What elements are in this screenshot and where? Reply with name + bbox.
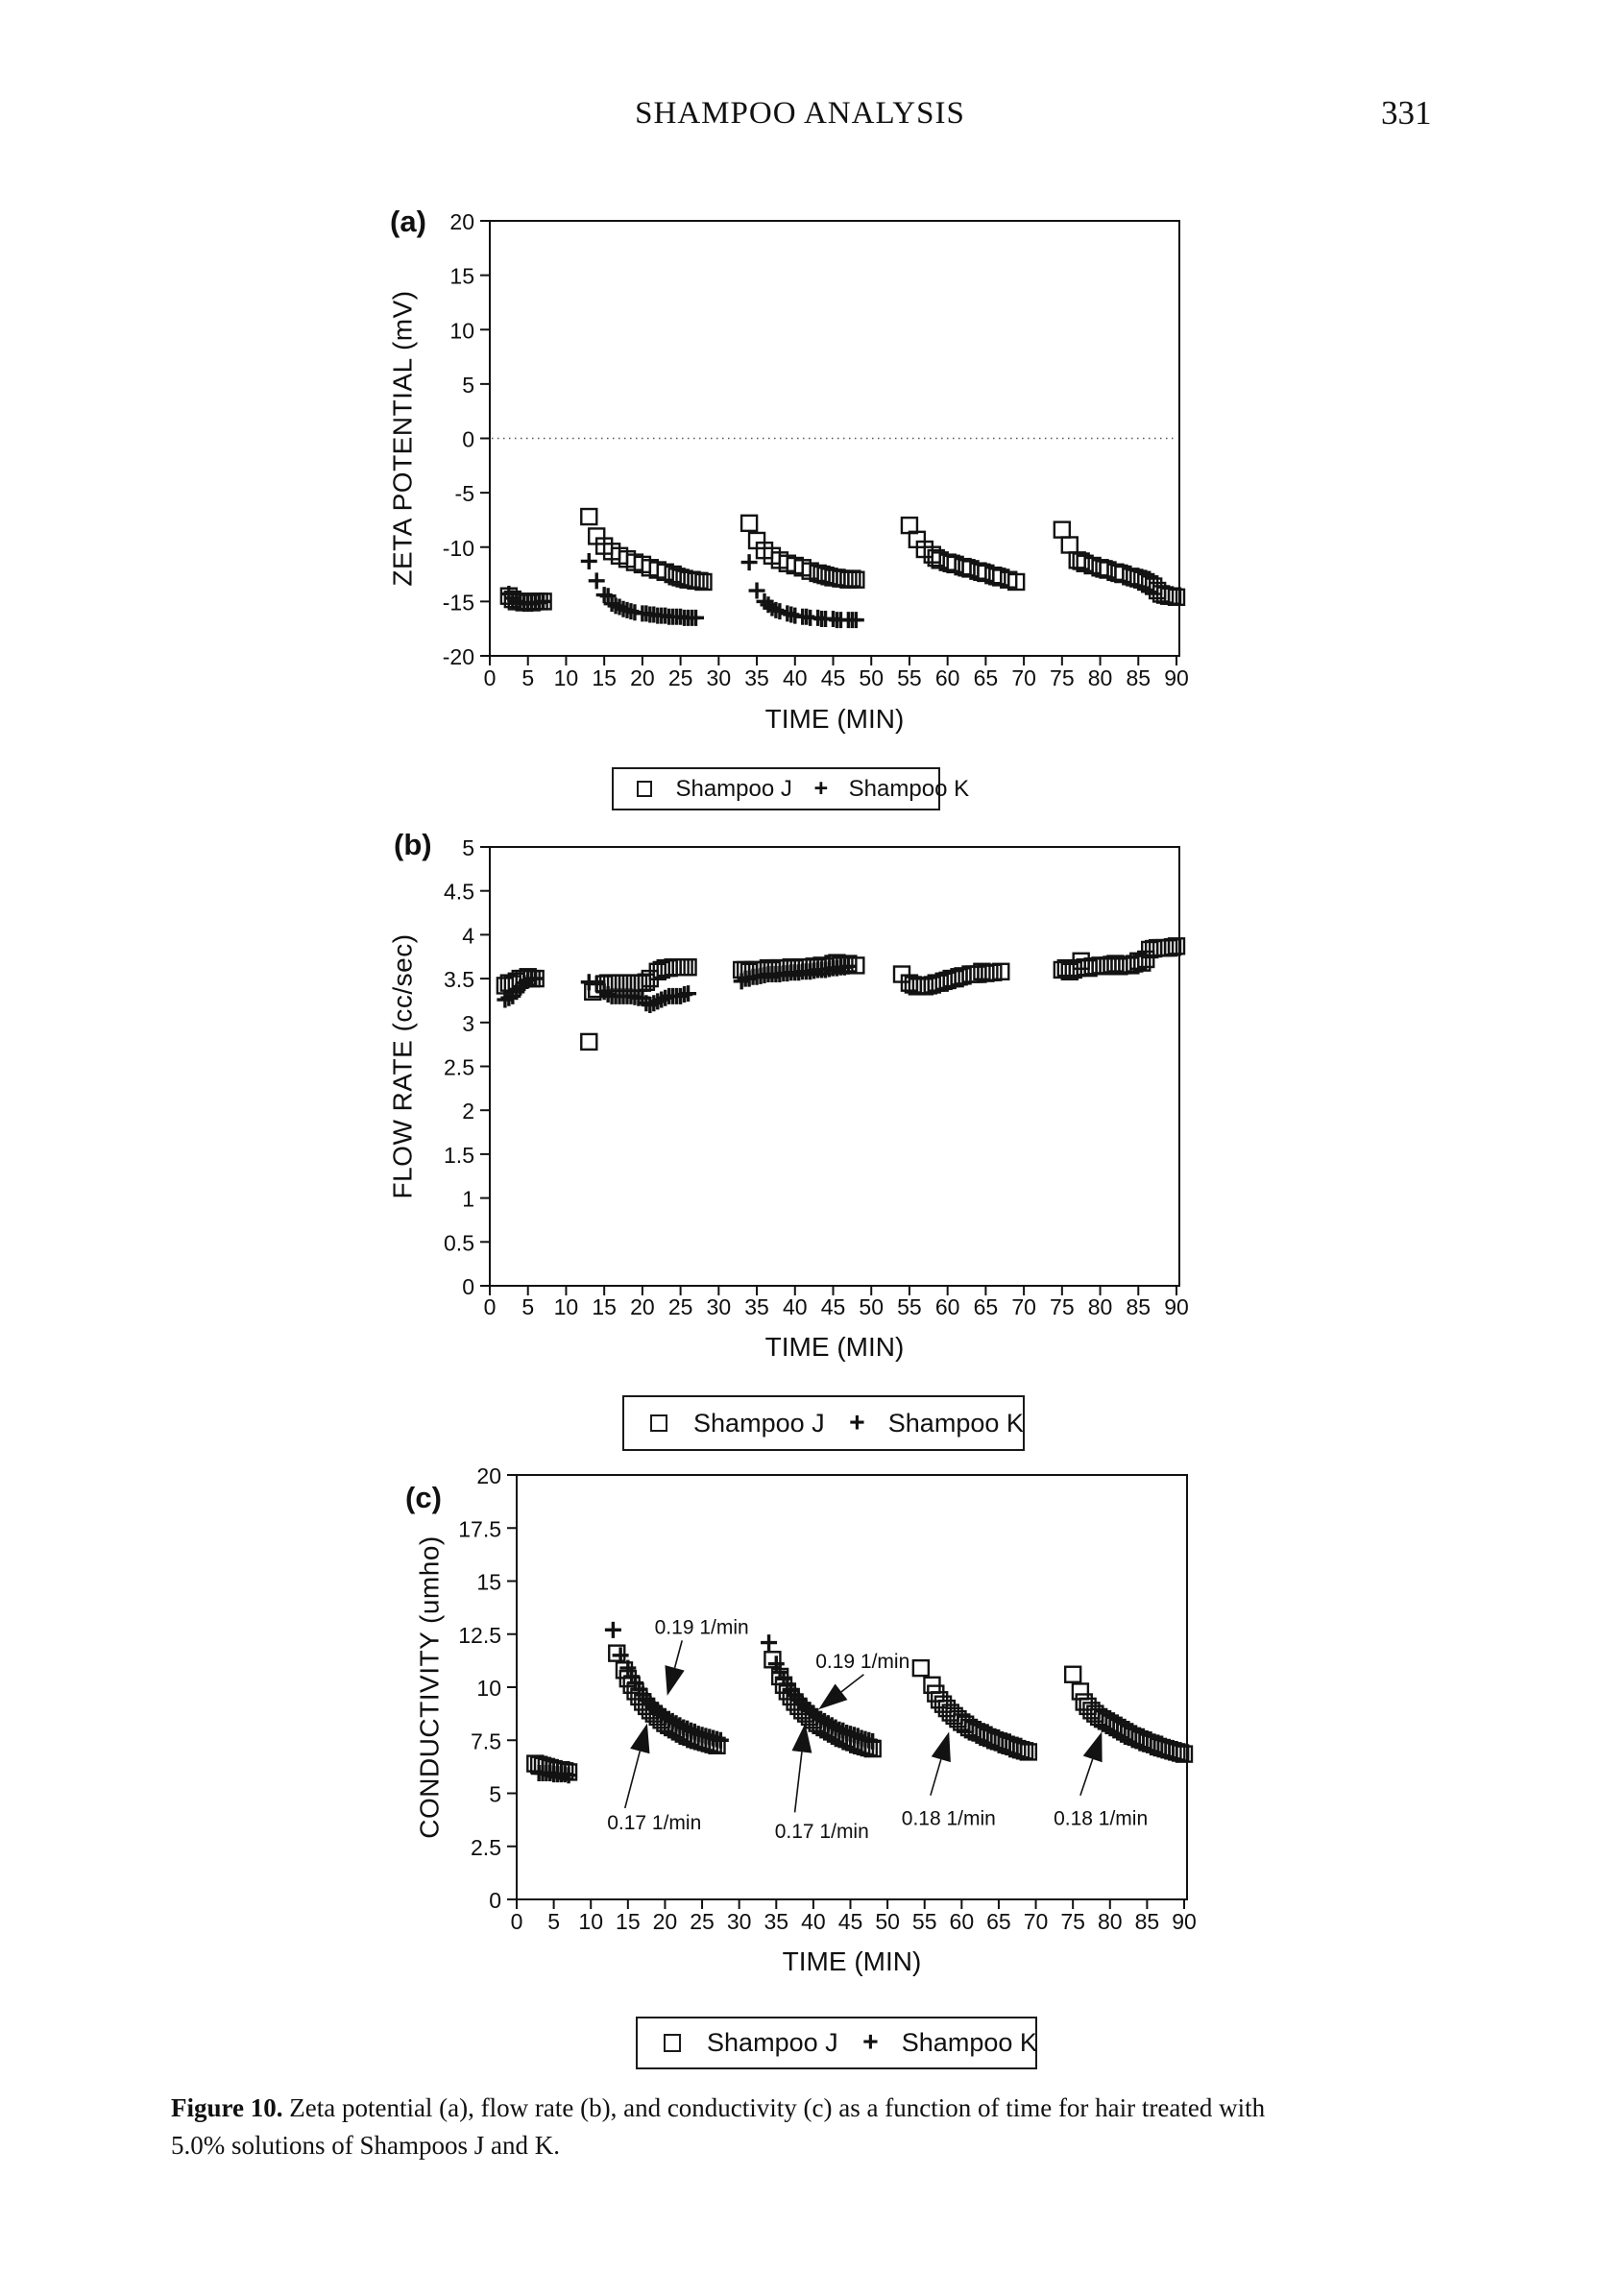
- page-title: SHAMPOO ANALYSIS: [635, 96, 965, 131]
- legend-label-shampoo-j: Shampoo J: [707, 2028, 838, 2057]
- legend-square-icon: [637, 781, 652, 796]
- annotation-arrow-line: [675, 1640, 683, 1667]
- x-tick-label: 60: [934, 1293, 960, 1319]
- x-tick-label: 5: [521, 665, 535, 690]
- y-tick-label: 10: [449, 318, 474, 344]
- annotation-rate: [815, 1651, 909, 1709]
- x-tick-label: 20: [630, 1293, 655, 1319]
- x-tick-label: 15: [592, 1293, 617, 1319]
- x-tick-label: 30: [706, 1293, 732, 1319]
- y-axis-title: CONDUCTIVITY (umho): [414, 1535, 445, 1839]
- legend-chart-a: [612, 767, 970, 810]
- y-tick-label: 0: [462, 1274, 474, 1299]
- y-tick-label: -15: [442, 590, 474, 616]
- x-axis-title: TIME (MIN): [764, 1332, 905, 1362]
- caption-line-2: 5.0% solutions of Shampoos J and K.: [171, 2131, 560, 2160]
- y-tick-label: 15: [476, 1569, 501, 1595]
- panel-label-b: (b): [394, 828, 432, 861]
- x-tick-label: 25: [667, 665, 693, 690]
- x-tick-label: 35: [744, 665, 769, 690]
- annotation-arrowhead-icon: [818, 1684, 847, 1710]
- x-tick-label: 45: [820, 665, 846, 690]
- legend-label-shampoo-j: Shampoo J: [675, 775, 792, 802]
- legend-square-icon: [664, 2034, 681, 2051]
- caption-line-1: [171, 2090, 1535, 2127]
- x-tick-label: 45: [820, 1293, 846, 1319]
- annotation-arrow-line: [931, 1759, 941, 1795]
- x-tick-label: 90: [1164, 1293, 1189, 1319]
- x-tick-label: 45: [837, 1908, 863, 1934]
- y-tick-label: 3.5: [444, 967, 474, 993]
- x-tick-label: 20: [652, 1908, 678, 1934]
- x-axis-title: TIME (MIN): [764, 704, 905, 734]
- legend-label-shampoo-j: Shampoo J: [693, 1408, 825, 1438]
- y-tick-label: 3: [462, 1010, 474, 1036]
- x-tick-label: 10: [553, 1293, 579, 1319]
- y-tick-label: 0.5: [444, 1230, 474, 1256]
- y-tick-label: 0: [489, 1888, 501, 1913]
- x-tick-label: 65: [973, 1293, 999, 1319]
- panel-label-a: (a): [390, 205, 426, 238]
- annotation-arrowhead-icon: [932, 1731, 951, 1762]
- annotation-rate: [655, 1617, 749, 1696]
- x-tick-label: 80: [1087, 665, 1113, 690]
- x-tick-label: 65: [986, 1908, 1011, 1934]
- page-number: 331: [1381, 94, 1432, 132]
- legend-square-icon: [650, 1414, 667, 1432]
- y-tick-label: 5: [462, 835, 474, 860]
- x-tick-label: 50: [875, 1908, 900, 1934]
- caption-text-1: Zeta potential (a), flow rate (b), and conductivity (c) as a function of time for hair treated with: [282, 2093, 1266, 2122]
- caption-lead: Figure 10.: [171, 2093, 283, 2122]
- x-tick-label: 70: [1011, 1293, 1036, 1319]
- y-tick-label: 7.5: [471, 1728, 501, 1754]
- x-tick-label: 50: [859, 665, 885, 690]
- x-tick-label: 80: [1087, 1293, 1113, 1319]
- x-axis-title: TIME (MIN): [782, 1946, 922, 1976]
- y-tick-label: 12.5: [458, 1622, 501, 1648]
- x-tick-label: 35: [764, 1908, 789, 1934]
- y-tick-label: 5: [462, 372, 474, 398]
- x-tick-label: 55: [911, 1908, 937, 1934]
- x-tick-label: 20: [630, 665, 655, 690]
- y-tick-label: -10: [442, 535, 474, 561]
- legend-label-shampoo-k: Shampoo K: [848, 775, 970, 802]
- x-tick-label: 70: [1011, 665, 1036, 690]
- x-tick-label: 0: [483, 1293, 497, 1319]
- panel-label-c: (c): [405, 1481, 442, 1514]
- annotation-arrowhead-icon: [665, 1665, 684, 1696]
- legend-label-shampoo-k: Shampoo K: [887, 1408, 1024, 1438]
- legend-plus-icon: +: [862, 2027, 879, 2058]
- annotation-label: 0.18 1/min: [1054, 1807, 1149, 1830]
- y-axis-title: ZETA POTENTIAL (mV): [387, 290, 418, 587]
- x-tick-label: 10: [578, 1908, 604, 1934]
- annotation-arrow-line: [841, 1675, 863, 1692]
- y-tick-label: 5: [489, 1781, 501, 1807]
- x-tick-label: 35: [744, 1293, 769, 1319]
- x-tick-label: 5: [521, 1293, 535, 1319]
- figure-caption: [171, 2090, 1535, 2164]
- x-tick-label: 80: [1097, 1908, 1123, 1934]
- x-tick-label: 85: [1126, 665, 1152, 690]
- legend-plus-icon: +: [849, 1407, 865, 1438]
- annotation-arrow-line: [795, 1752, 802, 1812]
- x-tick-label: 25: [690, 1908, 715, 1934]
- y-tick-label: 2: [462, 1099, 474, 1124]
- annotation-rate: [902, 1731, 996, 1829]
- legend-plus-icon: +: [813, 775, 829, 802]
- x-tick-label: 85: [1126, 1293, 1152, 1319]
- x-tick-label: 40: [801, 1908, 826, 1934]
- x-tick-label: 0: [483, 665, 497, 690]
- chart-b: [388, 835, 1189, 1362]
- x-tick-label: 15: [616, 1908, 641, 1934]
- y-tick-label: 4.5: [444, 879, 474, 905]
- x-tick-label: 50: [859, 1293, 885, 1319]
- x-tick-label: 0: [510, 1908, 523, 1934]
- x-tick-label: 75: [1050, 1293, 1075, 1319]
- x-tick-label: 30: [706, 665, 732, 690]
- annotation-label: 0.18 1/min: [901, 1807, 996, 1830]
- x-tick-label: 10: [553, 665, 579, 690]
- y-tick-label: 10: [476, 1676, 501, 1701]
- x-tick-label: 90: [1172, 1908, 1197, 1934]
- y-tick-label: 1.5: [444, 1142, 474, 1168]
- x-tick-label: 60: [934, 665, 960, 690]
- annotation-label: 0.19 1/min: [654, 1616, 749, 1639]
- y-tick-label: 20: [449, 209, 474, 234]
- legend-label-shampoo-k: Shampoo K: [901, 2028, 1037, 2057]
- chart-a: [388, 209, 1189, 734]
- y-tick-label: 2.5: [444, 1054, 474, 1080]
- annotation-label: 0.17 1/min: [774, 1820, 869, 1843]
- y-tick-label: 15: [449, 263, 474, 289]
- x-tick-label: 60: [949, 1908, 975, 1934]
- x-tick-label: 90: [1164, 665, 1189, 690]
- annotation-arrow-line: [625, 1752, 641, 1808]
- y-axis-title: FLOW RATE (cc/sec): [387, 933, 418, 1199]
- legend-chart-c: [636, 2017, 1037, 2069]
- annotation-arrow-line: [1080, 1759, 1093, 1796]
- y-tick-label: 1: [462, 1186, 474, 1212]
- x-tick-label: 55: [897, 665, 922, 690]
- x-tick-label: 5: [547, 1908, 561, 1934]
- x-tick-label: 75: [1050, 665, 1075, 690]
- x-tick-label: 65: [973, 665, 999, 690]
- y-tick-label: -5: [454, 481, 474, 507]
- annotation-arrowhead-icon: [630, 1724, 649, 1754]
- x-tick-label: 85: [1134, 1908, 1160, 1934]
- y-tick-label: -20: [442, 644, 474, 669]
- x-tick-label: 75: [1060, 1908, 1085, 1934]
- x-tick-label: 25: [667, 1293, 693, 1319]
- x-tick-label: 40: [782, 1293, 808, 1319]
- x-tick-label: 30: [726, 1908, 752, 1934]
- y-tick-label: 17.5: [458, 1516, 501, 1542]
- chart-c: [415, 1463, 1197, 1976]
- x-tick-label: 40: [782, 665, 808, 690]
- x-tick-label: 15: [592, 665, 617, 690]
- y-tick-label: 0: [462, 426, 474, 452]
- y-tick-label: 2.5: [471, 1834, 501, 1860]
- x-tick-label: 55: [897, 1293, 922, 1319]
- annotation-label: 0.17 1/min: [607, 1811, 702, 1834]
- annotation-label: 0.19 1/min: [815, 1650, 910, 1673]
- axes-b: [388, 835, 1189, 1362]
- legend-chart-b: [622, 1395, 1025, 1451]
- y-tick-label: 20: [476, 1463, 501, 1488]
- y-tick-label: 4: [462, 923, 474, 949]
- x-tick-label: 70: [1023, 1908, 1049, 1934]
- annotation-arrowhead-icon: [1083, 1731, 1103, 1762]
